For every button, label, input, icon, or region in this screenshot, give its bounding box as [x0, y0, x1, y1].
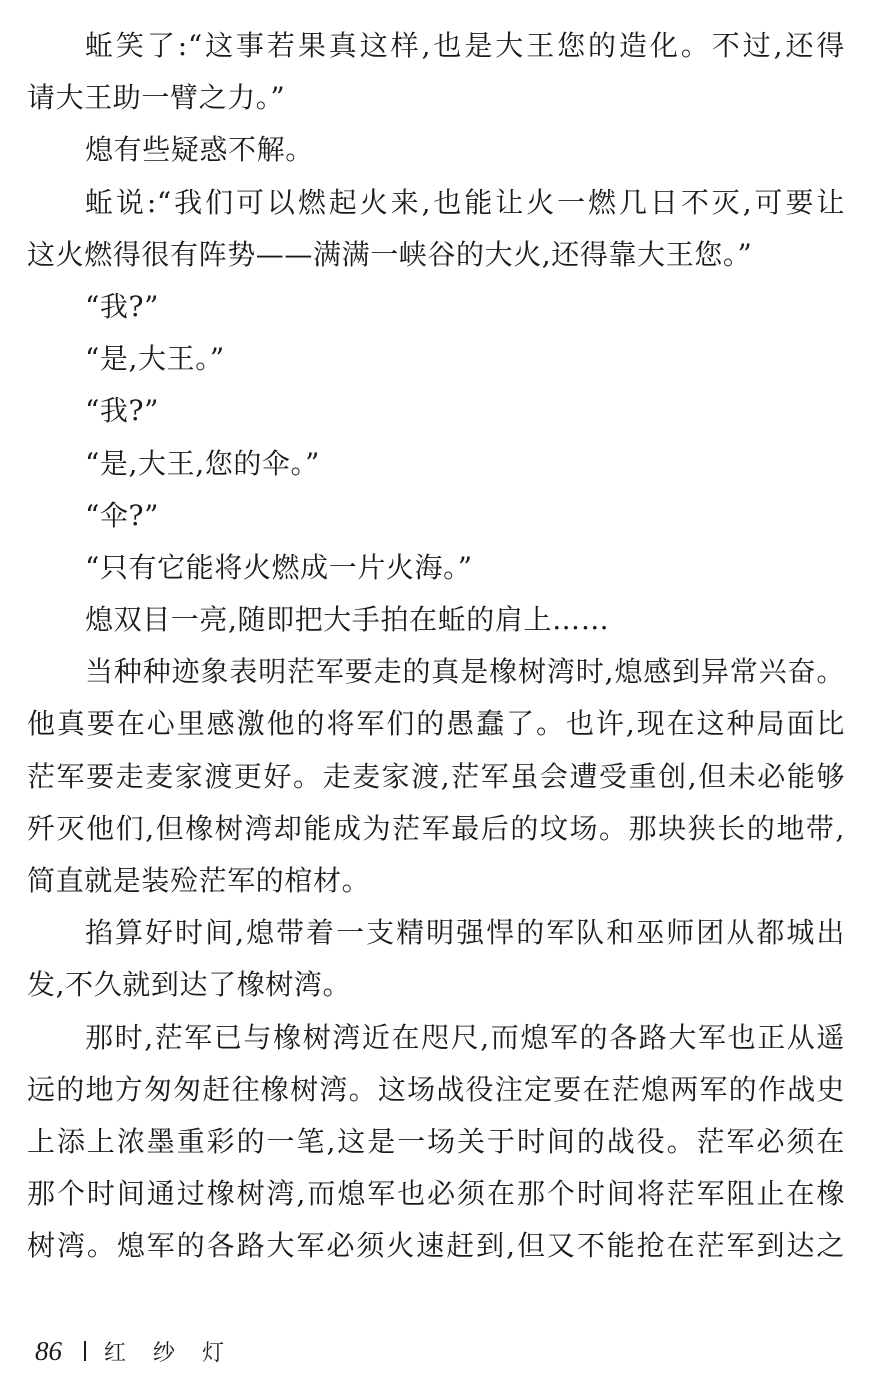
text-line: 那时,茫军已与橡树湾近在咫尺,而熄军的各路大军也正从遥: [85, 1020, 845, 1054]
text-line: 蚯说:“我们可以燃起火来,也能让火一燃几日不灭,可要让: [85, 185, 845, 219]
page-body: [27, 20, 845, 1273]
paragraph: [27, 385, 845, 437]
text-line: “我?”: [85, 289, 160, 323]
paragraph: [27, 438, 845, 490]
page-number: 86: [35, 1335, 62, 1366]
text-line: 上添上浓墨重彩的一笔,这是一场关于时间的战役。茫军必须在: [27, 1124, 845, 1158]
text-line: “是,大王,您的伞。”: [85, 446, 321, 480]
text-line: 熄双目一亮,随即把大手拍在蚯的肩上……: [85, 603, 610, 637]
text-line: “是,大王。”: [85, 342, 225, 376]
book-title: 红 纱 灯: [104, 1340, 234, 1366]
text-line: 蚯笑了:“这事若果真这样,也是大王您的造化。不过,还得: [85, 29, 845, 62]
page-footer: [35, 1333, 234, 1369]
text-line: 掐算好时间,熄带着一支精明强悍的军队和巫师团从都城出: [85, 916, 845, 950]
text-line: 发,不久就到达了橡树湾。: [27, 968, 352, 1002]
paragraph: [27, 594, 845, 646]
text-line: “我?”: [85, 394, 160, 428]
text-line: 这火燃得很有阵势——满满一峡谷的大火,还得靠大王您。”: [27, 237, 753, 271]
paragraph: [27, 907, 845, 1011]
paragraph: [27, 20, 845, 124]
text-line: 熄有些疑惑不解。: [85, 133, 314, 167]
paragraph: [27, 542, 845, 594]
paragraph: [27, 1012, 845, 1273]
text-line: “只有它能将火燃成一片火海。”: [85, 550, 473, 584]
text-line: 当种种迹象表明茫军要走的真是橡树湾时,熄感到异常兴奋。: [85, 655, 845, 689]
text-line: 树湾。熄军的各路大军必须火速赶到,但又不能抢在茫军到达之: [27, 1229, 845, 1263]
paragraph: [27, 124, 845, 176]
text-line: 歼灭他们,但橡树湾却能成为茫军最后的坟场。那块狭长的地带,: [27, 811, 845, 845]
text-line: 那个时间通过橡树湾,而熄军也必须在那个时间将茫军阻止在橡: [27, 1177, 845, 1211]
paragraph: [27, 490, 845, 542]
text-line: 简直就是装殓茫军的棺材。: [27, 864, 371, 897]
text-line: 他真要在心里感激他的将军们的愚蠢了。也许,现在这种局面比: [27, 707, 845, 741]
text-line: 远的地方匆匆赶往橡树湾。这场战役注定要在茫熄两军的作战史: [27, 1072, 845, 1106]
footer-divider: [84, 1341, 86, 1361]
paragraph: [27, 333, 845, 385]
text-line: 茫军要走麦家渡更好。走麦家渡,茫军虽会遭受重创,但未必能够: [27, 759, 845, 793]
paragraph: [27, 646, 845, 907]
text-line: 请大王助一臂之力。”: [27, 81, 286, 115]
paragraph: [27, 177, 845, 281]
paragraph: [27, 281, 845, 333]
text-line: “伞?”: [85, 498, 160, 532]
